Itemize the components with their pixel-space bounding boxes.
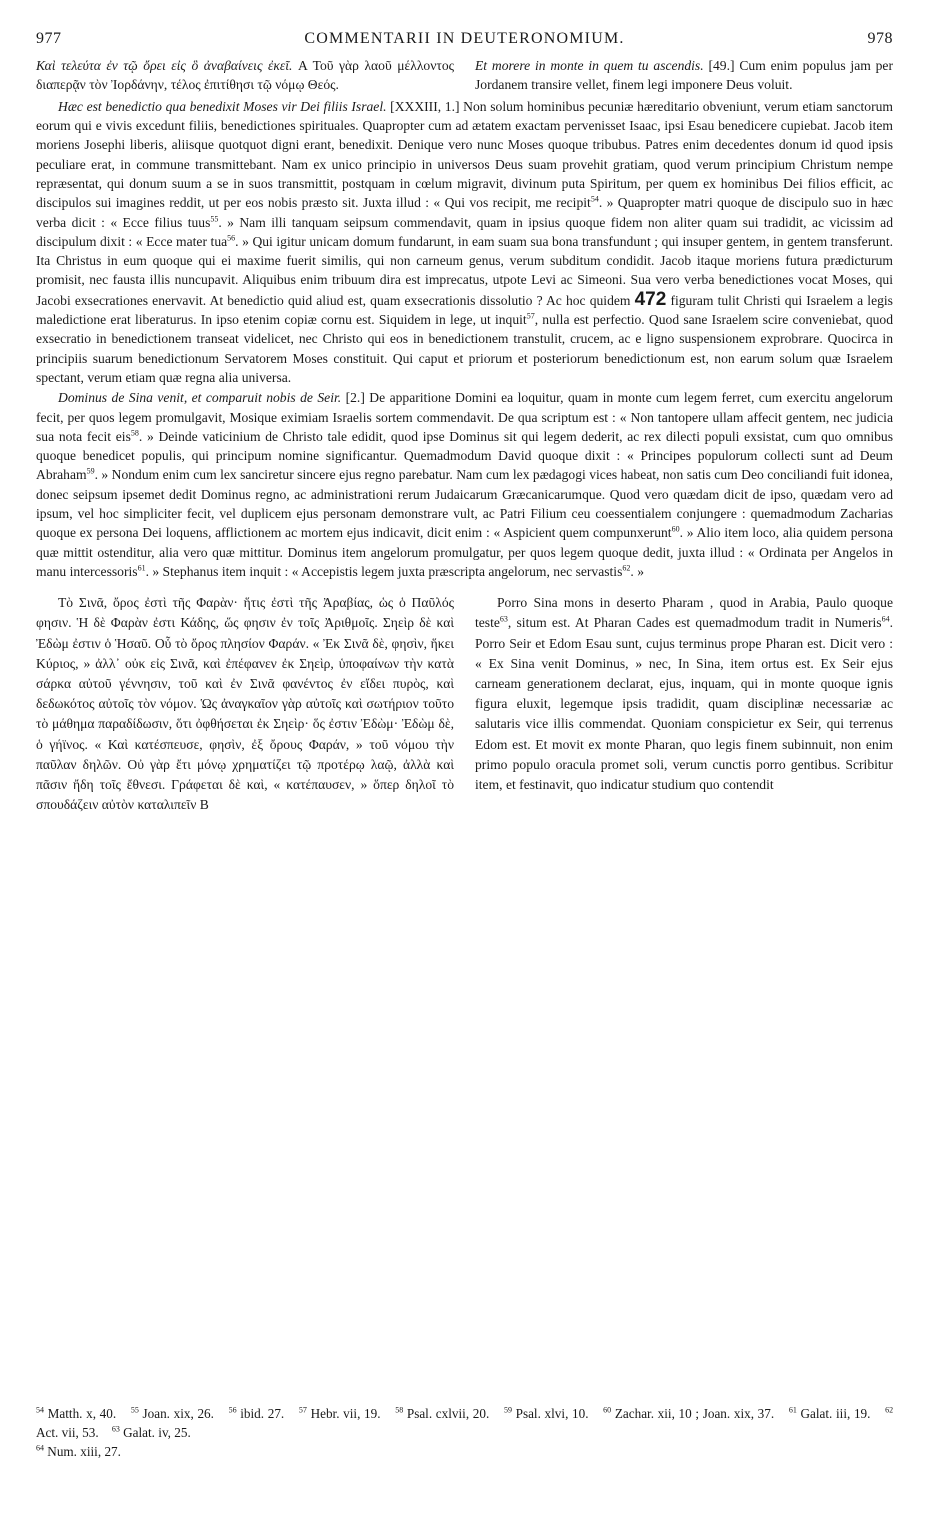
- footnote-ref: 55: [210, 214, 219, 224]
- column-marker-a: A: [297, 58, 308, 73]
- footnote-ref: 61: [137, 563, 146, 573]
- page-number-left: 977: [36, 30, 62, 47]
- footnote: Matth. x, 40.: [47, 1406, 117, 1421]
- text-segment: . Porro Seir et Edom Esau sunt, cujus terminus prope Pharan est. Dicit vero : « Ex Sina venit Dominus, » nec, In Sina, item ortus est. Ex Seir ejus carneam generationem declarat, ejus, inquam, qui in monte quoque ignis figura eluxit, legemque ipsis tradidit, quam disciplinæ necessariæ ac salutaris vice illis commendat. Quoniam conspicietur ex Seir, qui terrenus Edom est. Et movit ex monte Pharan, quo legis finem subinnuit, non enim primo populo oracula promet soli, verum cunctis porro gentibus. Scribitur item, et festinavit, quo indicatur studium quo contendit: [475, 615, 893, 793]
- top-parallel-columns: [36, 56, 893, 95]
- bottom-parallel-columns: [36, 593, 893, 815]
- greek-paragraph: [36, 593, 454, 815]
- latin-column-top: [475, 56, 893, 95]
- column-marker-b: B: [199, 797, 209, 813]
- footnote-number: 63: [111, 1424, 120, 1434]
- footnote-ref: 60: [671, 524, 680, 534]
- text-segment: , nulla est perfectio. Quod sane Israelem scire conveniebat, quod exsecratio in benedictionem transeat videlicet, nec Christo qui eos in benedictionem transtulit, crucem, ac e ligno suspensionem exprobrare. Quocirca in principiis suarum benedictionum Servatorem Moses constituit. Qui caput et priorum et posteriorum benedictionum est, non earum solum quæ Israelem spectant, verum etiam quæ regna alia universa.: [36, 312, 894, 385]
- footnote-ref: 57: [526, 311, 535, 321]
- footnote: ibid. 27.: [240, 1406, 285, 1421]
- footnote-ref: 59: [86, 466, 95, 476]
- footnote-ref: 63: [499, 614, 508, 624]
- text-segment: . » Stephanus item inquit : « Accepistis legem juxta præscripta angelorum, nec servastis: [145, 563, 623, 579]
- footnote: Galat. iii, 19.: [800, 1406, 871, 1421]
- page-number-right: 978: [867, 30, 893, 47]
- footnote: Psal. xlvi, 10.: [515, 1406, 589, 1421]
- lemma-benedictio: Hæc est benedictio qua benedixit Moses vir Dei filiis Israel.: [58, 98, 387, 114]
- text-segment: . » Deinde vaticinium de Christo tale edidit, quod ipse Dominus sit qui legem dederit, ac rex dilecti populi exsistat, cum quo omnibus quoque benedicet populis, qui principum nomine significantur. Quemadmodum David quoque dixit : « Principes populorum collecti sunt ad Deum Abraham: [36, 428, 893, 483]
- footnote-number: 60: [603, 1405, 612, 1415]
- footnote: Galat. iv, 25.: [123, 1425, 191, 1440]
- text-segment: Porro Sina mons in deserto Pharam , quod in Arabia, Paulo quoque teste: [475, 595, 893, 631]
- footnote-number: 62: [885, 1405, 894, 1415]
- text-segment: , situm est. At Pharan Cades est quemadmodum tradit in Numeris: [507, 615, 882, 631]
- text-segment: . » Qui igitur unicam domum fundarunt, in eam suam sua bona transfundunt ; qui insuper gentem, in gentem transferunt. Ita Christus in eum quoque qui ei maxime fuerit similis, qui non carneum genus, verum subditum condidit. Jacob itaque moriens futura prædicturum promisit, nec fausta illis nuncupavit. Aliquibus enim tribuum dira est imprecatus, utpote Levi ac Simeoni. Sua vero verba benedictiones vocat Moses, qui Jacobi exsecrationes enervavit. At benedictio quid aliud est, quam exsecrationis dissolutio ? Ac hoc quidem: [36, 233, 893, 308]
- text-segment: . »: [630, 563, 644, 579]
- text-segment: . » Quapropter matri quoque de discipulo suo in hæc verba dicit : « Ecce filius tuus: [36, 195, 893, 230]
- footnote: Joan. xix, 26.: [142, 1406, 214, 1421]
- text-segment: . » Nam illi tanquam seipsum commendavit, quam in ipsius quoque fidem non aliter quam sui tradidit, ac vicissim ad discipulum dixit : « Ecce mater tua: [36, 214, 893, 249]
- running-header: [36, 30, 893, 56]
- running-title: COMMENTARII IN DEUTERONOMIUM.: [304, 30, 625, 47]
- footnote-number: 56: [228, 1405, 237, 1415]
- footnote-ref: 56: [227, 233, 236, 243]
- footnote-ref: 58: [130, 428, 139, 438]
- latin-paragraph: [475, 593, 893, 795]
- footnote-number: 64: [36, 1443, 44, 1453]
- column-number: 472: [634, 288, 667, 310]
- page: [36, 30, 893, 815]
- footnote: Hebr. vii, 19.: [310, 1406, 381, 1421]
- footnote: Zachar. xii, 10 ; Joan. xix, 37.: [614, 1406, 775, 1421]
- reference-xxxiii: [XXXIII, 1.]: [390, 98, 460, 114]
- latin-commentary: [36, 97, 893, 581]
- reference-2: [2.]: [345, 390, 365, 406]
- footnote-number: 59: [503, 1405, 512, 1415]
- footnotes: [36, 1404, 893, 1461]
- footnote-number: 61: [788, 1405, 797, 1415]
- greek-column-top: [36, 56, 460, 95]
- footnote-number: 54: [36, 1405, 44, 1415]
- text-segment: Non solum hominibus pecuniæ hæreditario obveniunt, verum etiam sanctorum eorum qui e vivis excedunt filiis, benedictiones spirituales. Quapropter cum ad ætatem exactam pervenisset Isaac, ipsi Esau benedicere cupiebat. Jacob item moriens Josephi liberis, aliisque quotquot digni erant, benedixit. Denique vero nunc Moses quoque tribubus. Patres enim decedentes donum id quod ipsis peculiare erat, in commune transmittebant. Nam ex unico principio in universos Deus suam provehit gratiam, quod verum principium Christum nempe repræsentat, qui donum suum a se in suos transmittit, postquam in cœlum migravit, divinum puta Spiritum, per quem ex hominibus Dei filios efficit, ac discipulos sui imagines reddit, ut per eos nobis præsto sit. Juxta illud : « Qui vos recipit, me recipit: [36, 98, 893, 211]
- paragraph-benedictio: [36, 97, 893, 387]
- lemma-dominus: Dominus de Sina venit, et comparuit nobis de Seir.: [58, 390, 342, 406]
- latin-column-bottom: [475, 593, 893, 815]
- footnote: Act. vii, 53.: [36, 1425, 99, 1440]
- latin-text-top: Cum enim populus jam per Jordanem transire vellet, finem legi imponere Deus voluit.: [475, 58, 893, 93]
- text-segment: figuram tulit Christi qui Israelem a legis maledictione erat liberaturus. In ipso etenim copiæ cornu est. Siquidem in lege, ut inquit: [36, 292, 893, 328]
- text-segment: De apparitione Domini ea loquitur, quam in monte cum legem ferret, cum exercitu angelorum fecit, per quos legem promulgavit, Mosique eximiam Israelis sortem commendavit. De qua scriptum est : « Non tantopere ullam affecit gentem, nec judicia sua nota fecit eis: [36, 390, 893, 444]
- text-segment: . » Nondum enim cum lex sanciretur sincere ejus regno parebatur. Nam cum lex pædagogi vices habeat, non satis cum Deo conciliandi fuit idonea, donec seipsum ipsemet dedit Dominus regno, ac administrationi rerum Judaicarum Græcanicarumque. Quod vero quædam dicit de ipso, quædam vero ad ipsum, vel hoc simpliciter fecit, vel duplicem ejus personam demonstrare vult, ac Patri Filium ceu coessentialem conjungere : quemadmodum Zacharias quoque ex persona Dei loquens, afflictionem ac mortem ejus indicavit, dicit enim : « Aspicient quem compunxerunt: [36, 467, 893, 541]
- greek-lemma: Καὶ τελεύτα ἐν τῷ ὄρει εἰς ὃ ἀναβαίνεις ἐκεῖ.: [36, 58, 293, 73]
- verse-reference: [49.]: [708, 58, 735, 73]
- footnote-ref: 64: [881, 614, 890, 624]
- greek-text-top: Τοῦ γὰρ λαοῦ μέλλοντος διαπερᾷν τὸν Ἰορδάνην, τέλος ἐπιτίθησι τῷ νόμῳ Θεός.: [36, 58, 454, 93]
- footnote: Psal. cxlvii, 20.: [406, 1406, 490, 1421]
- paragraph-dominus-de-sina: [36, 388, 893, 581]
- greek-text-bottom: Τὸ Σινᾶ, ὄρος ἐστὶ τῆς Φαρὰν· ἥτις ἐστὶ τῆς Ἀραβίας, ὡς ὁ Παῦλός φησιν. Ἡ δὲ Φαρὰν ἐστι Κάδης, ὥς φησιν ἐν τοῖς Ἀριθμοῖς. Σηεὶρ δὲ καὶ Ἐδὼμ ἐστιν ὁ Ἡσαῦ. Οὗ τὸ ὄρος πλησίον Φαράν. « Ἐκ Σινᾶ δὲ, φησὶν, ἥκει Κύριος, » ἀλλ᾽ οὐκ εἰς Σινᾶ, καὶ ἐπέφανεν ἐκ Σηεὶρ, ὑποφαίνων τὴν κατὰ σάρκα αὐτοῦ γέννησιν, τοῦ καὶ ἐν Σινᾶ φανέντος ἐν εἴδει πυρὸς, καὶ δεδωκότος αὐτοῖς τὸν νόμον. Ὡς ἀναγκαῖον γὰρ αὐτοῖς καὶ σωτήριον τοῦτο τὸ μάθημα παραδίδωσιν, ὅτι ὀφθήσεται ἐκ Σηεὶρ· ὅς ἐστιν Ἐδὼμ· Ἐδὼμ δὲ, ὁ γήϊνος. « Καὶ κατέσπευσε, φησὶν, ἐξ ὄρους Φαράν, » τοῦ νόμου τὴν παῦλαν δηλῶν. Οὐ γὰρ ἔτι μόνῳ χρηματίζει τῷ προτέρῳ λαῷ, ἀλλὰ καὶ πᾶσιν ἤδη τοῖς ἔθνεσι. Γράφεται δὲ καὶ, « κατέπαυσεν, » ὅπερ δηλοῖ τὸ σπουδάζειν αὐτὸν καταλιπεῖν: [36, 595, 454, 813]
- footnote-number: 55: [130, 1405, 139, 1415]
- text-segment: . » Alio item loco, alia quidem persona quæ mittit ostenditur, alia vero quæ mittitur. Dominus item angelorum promulgatur, per quos legem quoque dedit, juxta illud : « Ordinata per Angelos in manu intercessoris: [36, 525, 893, 579]
- footnote-ref: 62: [622, 563, 631, 573]
- footnote-number: 57: [298, 1405, 307, 1415]
- latin-lemma: Et morere in monte in quem tu ascendis.: [475, 58, 704, 73]
- footnote: Num. xiii, 27.: [47, 1444, 121, 1459]
- footnote-ref: 54: [590, 194, 599, 204]
- greek-column-bottom: [36, 593, 460, 815]
- footnote-number: 58: [395, 1405, 404, 1415]
